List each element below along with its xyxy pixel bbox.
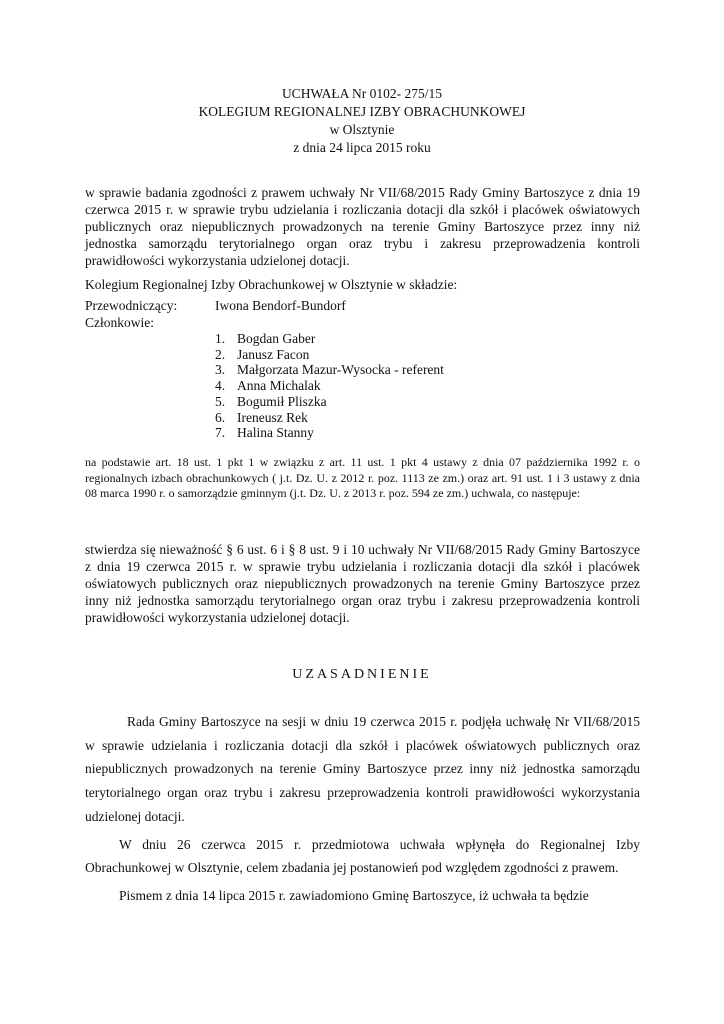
justification-paragraph: Rada Gminy Bartoszyce na sesji w dniu 19 czerwca 2015 r. podjęła uchwałę Nr VII/68/2015 w sprawie udzielania i rozliczania dotacji dla szkół i placówek oświatowych publicznych oraz niepublicznych prowadzonych na terenie Gminy Bartoszyce przez inny niż jednostka samorządu terytorialnego organ oraz trybu i zakresu przeprowadzenia kontroli prawidłowości wykorzystania udzielonej dotacji. [85, 714, 640, 824]
justification-title: UZASADNIENIE [292, 667, 432, 682]
decision-text: stwierdza się nieważność § 6 ust. 6 i § 8 ust. 9 i 10 uchwały Nr VII/68/2015 Rady Gminy Bartoszyce z dnia 19 czerwca 2015 r. w sprawie trybu udzielania i rozliczania dotacji dla szkół i placówek oświatowych publicznych oraz niepublicznych prowadzonych na terenie Gminy Bartoszyce przez inny niż jednostka samorządu terytorialnego organ oraz trybu i zakresu przeprowadzenia kontroli prawidłowości wykorzystania udzielonej dotacji. [85, 542, 640, 625]
list-item: 3. Małgorzata Mazur-Wysocka - referent [215, 362, 444, 378]
justification-paragraph: W dniu 26 czerwca 2015 r. przedmiotowa uchwała wpłynęła do Regionalnej Izby Obrachunkowej w Olsztynie, celem zbadania jej postanowień pod względem zgodności z prawem. [85, 836, 640, 876]
issuing-body: KOLEGIUM REGIONALNEJ IZBY OBRACHUNKOWEJ [198, 104, 526, 119]
resolution-number: UCHWAŁA Nr 0102- 275/15 [281, 86, 443, 101]
list-item: 1. Bogdan Gaber [215, 331, 316, 346]
justification-paragraph: Pismem z dnia 14 lipca 2015 r. zawiadomiono Gminę Bartoszyce, iż uchwała ta będzie [119, 887, 589, 903]
members-list [215, 331, 444, 441]
resolution-date: z dnia 24 lipca 2015 roku [293, 140, 431, 155]
resolution-header [0, 85, 724, 157]
members-label: Członkowie: [85, 315, 154, 330]
chair-row [85, 297, 640, 314]
resolution-subject: w sprawie badania zgodności z prawem uchwały Nr VII/68/2015 Rady Gminy Bartoszyce z dnia 19 czerwca 2015 r. w sprawie trybu udzielania i rozliczania dotacji dla szkół i placówek oświatowych publicznych oraz niepublicznych prowadzonych na terenie Gminy Bartoszyce przez inny niż jednostka samorządu terytorialnego organ oraz trybu i zakresu przeprowadzenia kontroli prawidłowości wykorzystania udzielonej dotacji. [85, 185, 640, 268]
list-item: 4. Anna Michalak [215, 378, 321, 394]
chair-name: Iwona Bendorf-Bundorf [215, 298, 346, 313]
issuing-city: w Olsztynie [329, 122, 395, 137]
list-item: 5. Bogumił Pliszka [215, 393, 327, 409]
chair-label: Przewodniczący: [85, 298, 178, 313]
composition-intro: Kolegium Regionalnej Izby Obrachunkowej w Olsztynie w składzie: [85, 277, 458, 292]
justification-body [85, 710, 640, 912]
legal-basis: na podstawie art. 18 ust. 1 pkt 1 w związku z art. 11 ust. 1 pkt 4 ustawy z dnia 07 października 1992 r. o regionalnych izbach obrachunkowych ( j.t. Dz. U. z 2012 r. poz. 1113 ze zm.) oraz art. 91 ust. 1 i 3 ustawy z dnia 08 marca 1990 r. o samorządzie gminnym (j.t. Dz. U. z 2013 r. poz. 594 ze zm.) uchwala, co następuje: [85, 455, 640, 500]
list-item: 7. Halina Stanny [215, 425, 314, 441]
list-item: 6. Ireneusz Rek [215, 409, 308, 425]
list-item: 2. Janusz Facon [215, 346, 310, 362]
